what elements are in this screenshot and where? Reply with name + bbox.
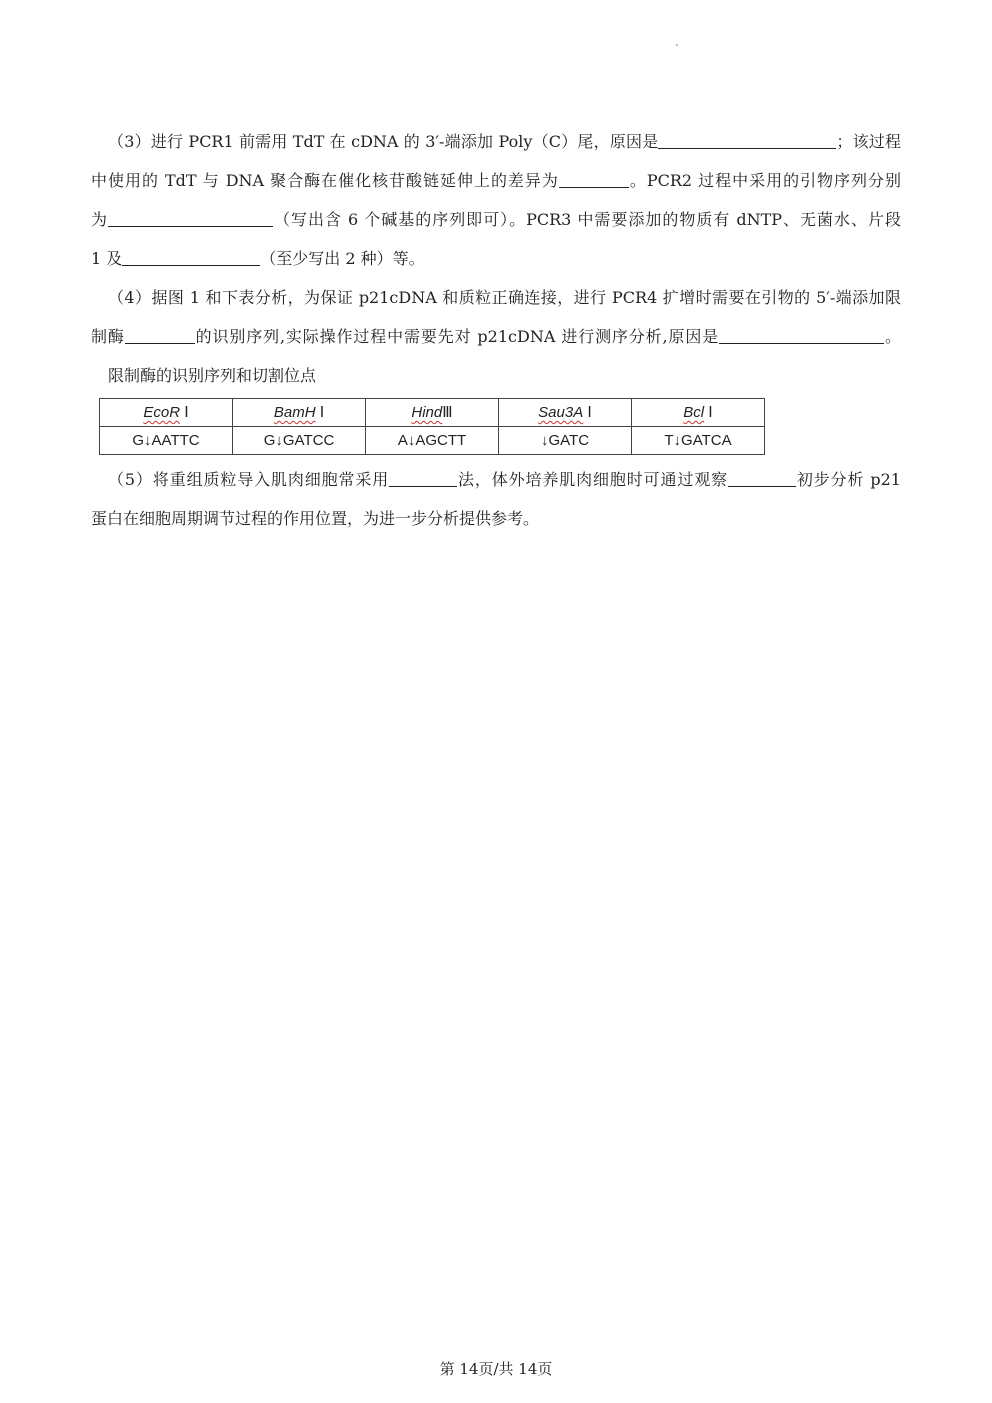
enzyme-suffix: Ⅲ (442, 404, 453, 421)
enzyme-name: Sau3A (538, 404, 584, 421)
q4-text-2b: 的识别序列,实际操作过程中需要先对 p21cDNA 进行测序分析,原因是 (194, 327, 720, 346)
recognition-site-cell: ↓GATC (499, 427, 632, 455)
q4-text-2a: 制酶 (91, 327, 125, 346)
enzyme-suffix: Ⅰ (180, 404, 189, 421)
enzyme-suffix: Ⅰ (704, 404, 713, 421)
q3-text-1a: （3）进行 PCR1 前需用 TdT 在 cDNA 的 3′-端添加 Poly（C）尾，原因是 (108, 132, 659, 151)
q3-text-4a: 1 及 (91, 249, 123, 268)
answer-blank-q4-enzyme[interactable] (125, 327, 195, 344)
table-site-row (100, 427, 765, 455)
q5-line-1 (91, 460, 901, 499)
recognition-site-cell: G↓GATCC (233, 427, 366, 455)
q3-text-2a: 中使用的 TdT 与 DNA 聚合酶在催化核苷酸链延伸上的差异为 (91, 171, 559, 190)
enzyme-name: BamH (273, 404, 316, 421)
q3-line-3 (91, 200, 901, 239)
recognition-site-cell: T↓GATCA (632, 427, 765, 455)
enzyme-suffix: Ⅰ (315, 404, 325, 421)
restriction-enzyme-table (99, 398, 765, 455)
q3-text-3a: 为 (91, 210, 108, 229)
enzyme-name: Bcl (683, 404, 705, 421)
q3-text-1b: ；该过程 (836, 132, 901, 151)
answer-blank-q5-observation[interactable] (728, 470, 796, 487)
q5-line-2 (91, 499, 901, 538)
speck-mark (676, 44, 678, 46)
table-caption: 限制酶的识别序列和切割位点 (108, 366, 317, 385)
enzyme-name-cell (366, 399, 499, 427)
answer-blank-q3-primer[interactable] (108, 210, 273, 227)
answer-blank-q3-reason[interactable] (658, 132, 836, 149)
enzyme-suffix: Ⅰ (583, 404, 592, 421)
q3-text-2b: 。PCR2 过程中采用的引物序列分别 (628, 171, 901, 190)
answer-blank-q5-method[interactable] (389, 470, 457, 487)
enzyme-name-cell (632, 399, 765, 427)
q5-text-1b: 法，体外培养肌肉细胞时可通过观察 (457, 470, 729, 489)
q4-text-2c: 。 (884, 327, 901, 346)
recognition-site-cell: A↓AGCTT (366, 427, 499, 455)
enzyme-name-cell (100, 399, 233, 427)
answer-blank-q3-difference[interactable] (559, 171, 629, 188)
q3-line-4 (91, 239, 901, 278)
enzyme-name-cell (499, 399, 632, 427)
question-content (91, 122, 901, 538)
q3-line-2 (91, 161, 901, 200)
q3-text-3b: （写出含 6 个碱基的序列即可）。PCR3 中需要添加的物质有 dNTP、无菌水、片段 (273, 210, 901, 229)
q3-line-1 (91, 122, 901, 161)
q4-line-2 (91, 317, 901, 356)
answer-blank-q3-materials[interactable] (122, 249, 260, 266)
q5-text-1c: 初步分析 p21 (796, 470, 901, 489)
enzyme-name: EcoR (143, 404, 181, 421)
q4-text-1: （4）据图 1 和下表分析，为保证 p21cDNA 和质粒正确连接，进行 PCR4 扩增时需要在引物的 5′-端添加限 (108, 288, 901, 307)
q4-line-1 (91, 278, 901, 317)
enzyme-name-cell (233, 399, 366, 427)
q3-text-4b: （至少写出 2 种）等。 (260, 249, 425, 268)
table-header-row (100, 399, 765, 427)
answer-blank-q4-reason[interactable] (719, 327, 884, 344)
q5-text-1a: （5）将重组质粒导入肌肉细胞常采用 (108, 470, 390, 489)
page-footer: 第 14页/共 14页 (439, 1360, 553, 1378)
q5-text-2: 蛋白在细胞周期调节过程的作用位置，为进一步分析提供参考。 (91, 509, 540, 528)
enzyme-name: Hind (411, 404, 443, 421)
recognition-site-cell: G↓AATTC (100, 427, 233, 455)
